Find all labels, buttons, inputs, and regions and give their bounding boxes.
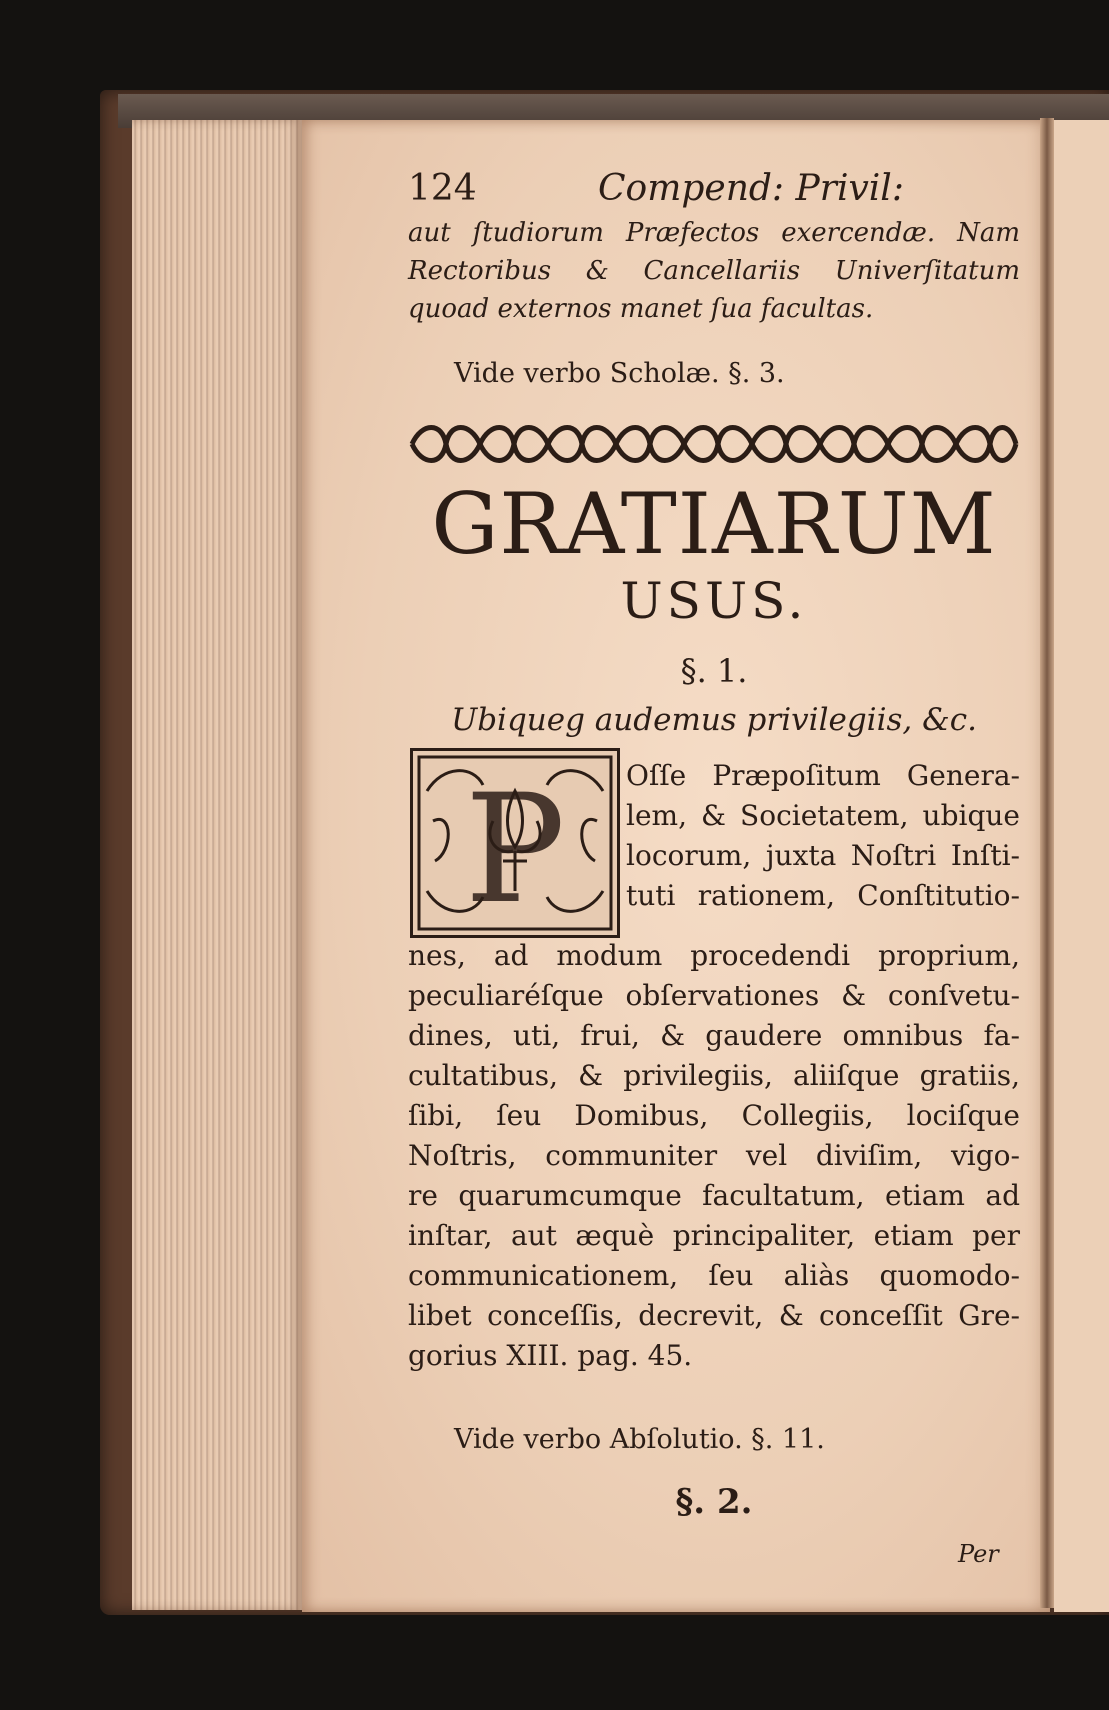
page-number: 124 <box>408 168 477 209</box>
ornament-band <box>408 420 1020 468</box>
section-number: §. 2. <box>675 1482 753 1522</box>
drop-cap-letter: P <box>464 763 566 935</box>
intro-line: quoad externos manet ſua facultas. <box>408 294 874 324</box>
body-line: peculiaréſque obſervationes & conſvetu- <box>408 979 1020 1012</box>
section-heading: Ubiqueg audemus privilegiis, &c. <box>451 702 977 738</box>
fleur-de-lis-icon <box>413 751 617 935</box>
intro-line: aut ſtudiorum Præfectos exercendæ. Nam <box>408 218 1020 248</box>
body-line: libet conceſſis, decrevit, & conceſſit Gre- <box>408 1299 1020 1332</box>
body-line: Oſſe Præpoſitum Genera- <box>626 759 1020 792</box>
body-line: cultatibus, & privilegiis, aliiſque gratiis, <box>408 1059 1020 1092</box>
ornament-scroll-icon <box>408 420 1020 468</box>
drop-cap-initial <box>410 748 620 938</box>
body-line: dines, uti, frui, & gaudere omnibus fa- <box>408 1019 1020 1052</box>
intro-line: Rectoribus & Cancellariis Univerſitatum <box>408 256 1020 286</box>
body-line: communicationem, ſeu aliàs quomodo- <box>408 1259 1020 1292</box>
body-line: locorum, juxta Noſtri Inſti- <box>626 839 1020 872</box>
body-line: gorius XIII. pag. 45. <box>408 1339 693 1372</box>
body-line: ſibi, ſeu Domibus, Collegiis, lociſque <box>408 1099 1020 1132</box>
body-line: nes, ad modum procedendi proprium, <box>408 939 1020 972</box>
facing-page-edge <box>1054 120 1109 1612</box>
body-line: inſtar, aut æquè principaliter, etiam per <box>408 1219 1020 1252</box>
body-line: tuti rationem, Conſtitutio- <box>626 879 1020 912</box>
chapter-subtitle: USUS. <box>620 572 808 630</box>
gutter <box>1040 118 1054 1608</box>
section-number: §. 1. <box>680 652 748 690</box>
body-line: re quarumcumque facultatum, etiam ad <box>408 1179 1020 1212</box>
body-line: lem, & Societatem, ubique <box>626 799 1020 832</box>
body-line: Noſtris, communiter vel diviſim, vigo- <box>408 1139 1020 1172</box>
catchword: Per <box>958 1540 999 1568</box>
chapter-title: GRATIARUM <box>431 475 997 573</box>
cross-reference: Vide verbo Abſolutio. §. 11. <box>454 1424 825 1455</box>
running-head: Compend: Privil: <box>598 168 904 209</box>
cross-reference: Vide verbo Scholæ. §. 3. <box>454 358 785 389</box>
page-edges <box>132 120 302 1610</box>
